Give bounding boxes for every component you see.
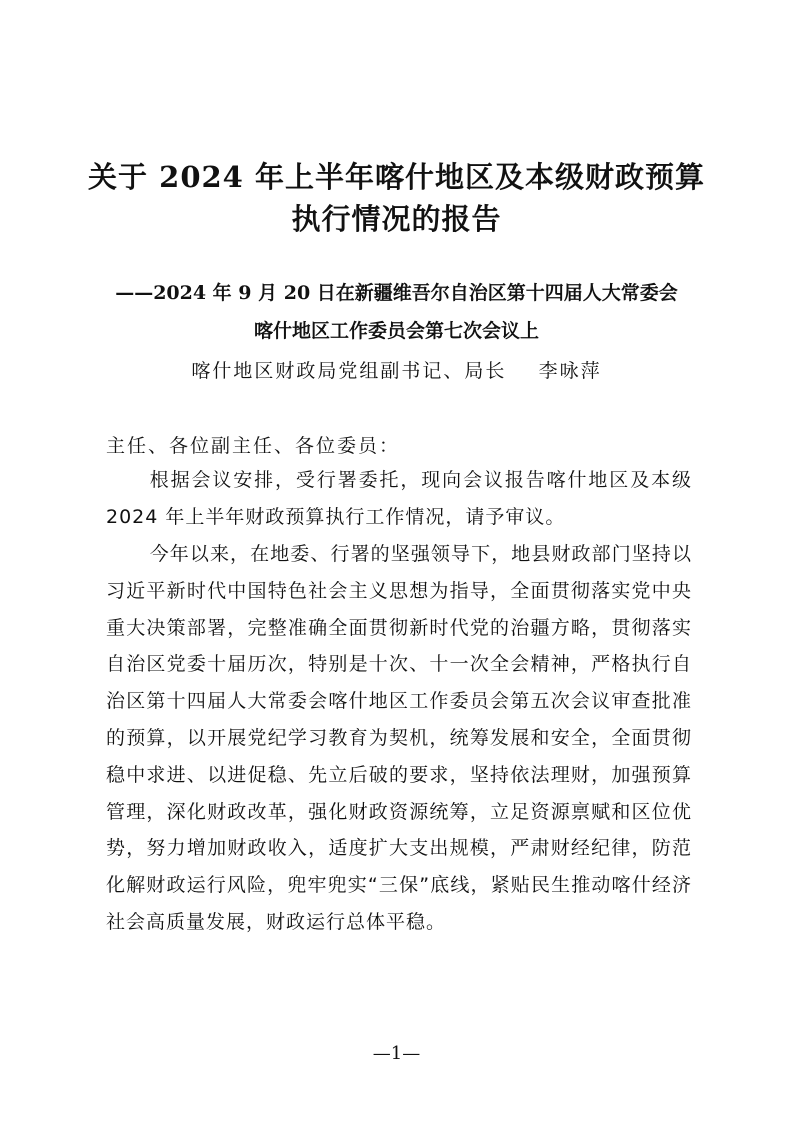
body-paragraph-2: 今年以来，在地委、行署的坚强领导下，地县财政部门坚持以习近平新时代中国特色社会主义思想为指导，全面贯彻落实党中央重大决策部署，完整准确全面贯彻新时代党的治疆方略，贯彻落实自治区党委十届历次，特别是十次、十一次全会精神，严格执行自治区第十四届人大常委会喀什地区工作委员会第五次会议审查批准的预算，以开展党纪学习教育为契机，统筹发展和安全，全面贯彻稳中求进、以进促稳、先立后破的要求，坚持依法理财，加强预算管理，深化财政改革，强化财政资源统筹，立足资源禀赋和区位优势，努力增加财政收入，适度扩大支出规模，严肃财经纪律，防范化解财政运行风险，兜牢兜实“三保”底线，紧贴民生推动喀什经济社会高质量发展，财政运行总体平稳。 bbox=[106, 543, 692, 933]
meeting-subtitle-line1: ——2024 年 9 月 20 日在新疆维吾尔自治区第十四届人大常委会 bbox=[115, 282, 678, 304]
body-paragraph-1: 根据会议安排，受行署委托，现向会议报告喀什地区及本级 2024 年上半年财政预算执行工作情况，请予审议。 bbox=[106, 469, 692, 528]
author-line: 喀什地区财政局党组副书记、局长 李咏萍 bbox=[191, 360, 602, 382]
page-number: —1— bbox=[372, 1043, 421, 1064]
report-title-line1: 关于 2024 年上半年喀什地区及本级财政预算 bbox=[88, 160, 705, 194]
salutation: 主任、各位副主任、各位委员： bbox=[106, 435, 401, 457]
report-title-line2: 执行情况的报告 bbox=[291, 202, 502, 236]
meeting-subtitle-line2: 喀什地区工作委员会第七次会议上 bbox=[253, 320, 539, 342]
